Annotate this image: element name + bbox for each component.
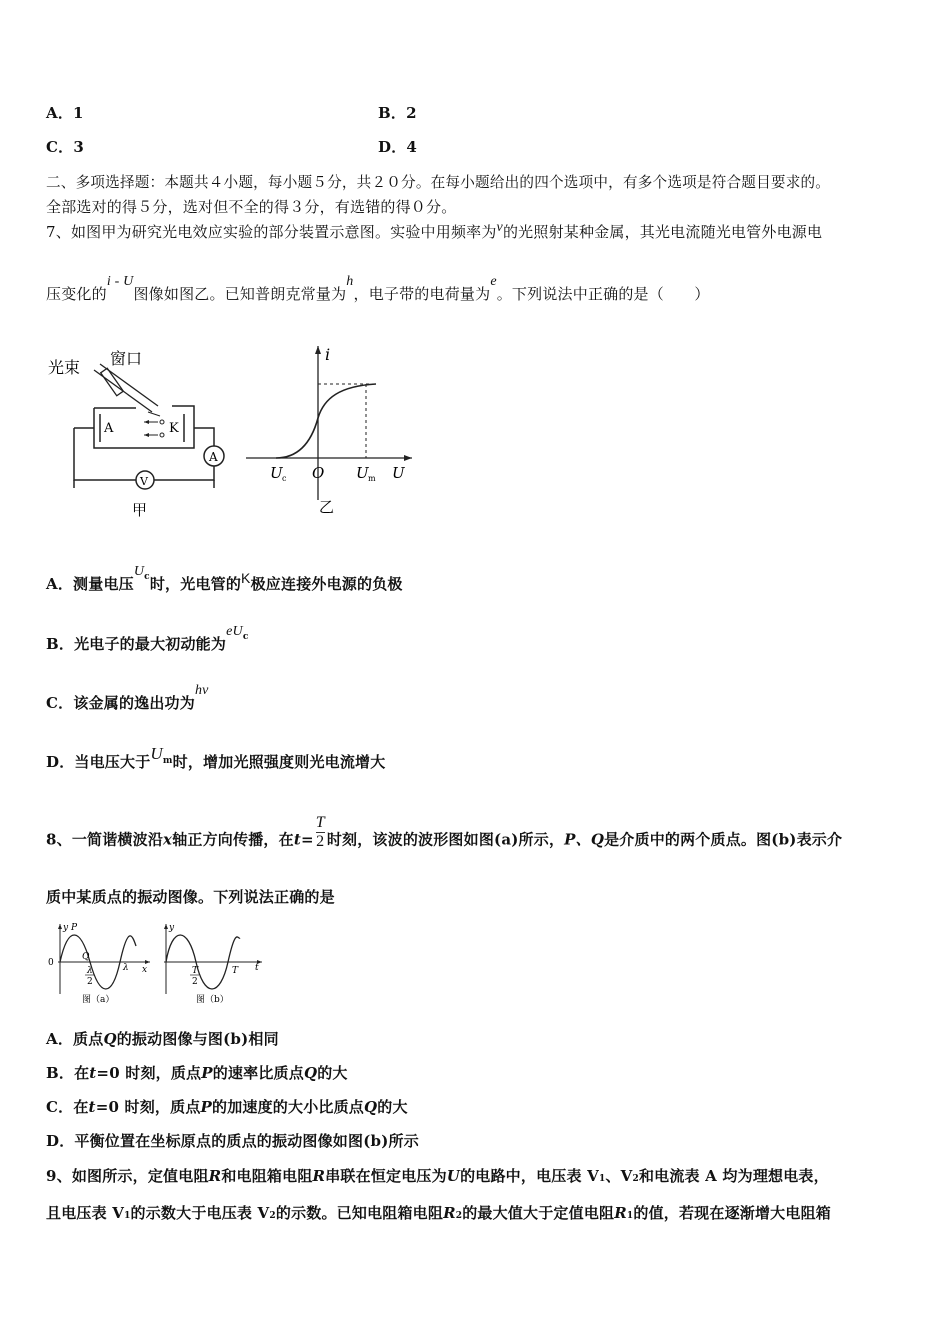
q7-stem-line2 — [46, 274, 710, 304]
q8-stem-1b: 轴正方向传播，在 — [172, 830, 294, 849]
prev-option-b: B．2 — [378, 104, 417, 122]
fig-a-y-label: y — [63, 923, 69, 933]
fig-a-lambda-half-den: 2 — [87, 977, 93, 987]
q9-l2-r1: R — [614, 1204, 627, 1222]
q7-a-k: K — [241, 570, 251, 586]
q8-stem-line1 — [46, 814, 843, 859]
fig-a-p-label: P — [71, 923, 78, 933]
q8-c-post: 的大 — [377, 1098, 408, 1116]
q8-option-b — [46, 1062, 348, 1083]
q7-option-d — [46, 744, 386, 772]
q7-option-b — [46, 624, 249, 654]
q7-figure-yi — [240, 340, 420, 520]
q8-b-t: t — [89, 1064, 97, 1082]
q7-stem-2b: 图像如图乙。已知普朗克常量为 — [133, 285, 347, 303]
q7-h: h — [346, 274, 354, 289]
q7-d-sym: U — [150, 744, 163, 763]
q8-t-eq: t= — [293, 830, 314, 849]
q7-a-post: 极应连接外电源的负极 — [250, 575, 403, 593]
q8-a-q: Q — [103, 1030, 117, 1048]
q7-a-mid: 时，光电管的 — [149, 575, 242, 593]
q8-a-post: 的振动图像与图(b)相同 — [116, 1030, 279, 1048]
q8-b-mid: =0 时刻，质点 — [96, 1064, 202, 1082]
fig-yi-origin-label: O — [312, 464, 325, 482]
q8-c-p: P — [200, 1098, 212, 1116]
q9-1e: 、V — [605, 1167, 633, 1185]
fig-b-t-axis-label: t — [255, 963, 259, 973]
q8-stem-1c: 时刻，该波的波形图如图(a)所示， — [326, 830, 565, 849]
q7-d-pre: D．当电压大于 — [46, 753, 151, 771]
fig-yi-i-axis-label: i — [325, 345, 331, 364]
q7-c-pre: C．该金属的逸出功为 — [46, 694, 195, 712]
fig-yi-um-label: U — [356, 464, 369, 482]
q8-c-pre: C．在 — [46, 1098, 89, 1116]
q7-stem-line1 — [46, 221, 822, 242]
section-heading-line2: 全部选对的得５分，选对但不全的得３分，有选错的得０分。 — [46, 198, 457, 216]
q8-figure-a — [46, 918, 154, 1008]
q7-c-sym: hν — [194, 683, 209, 698]
prev-option-c: C．3 — [46, 138, 84, 156]
q9-v2-sub: 2 — [632, 1174, 639, 1184]
q9-l2-r2-sub: 2 — [455, 1211, 463, 1221]
q8-b-q: Q — [303, 1064, 318, 1082]
prev-option-a: A．1 — [46, 104, 84, 122]
q8-pq: P、Q — [564, 830, 605, 849]
q8-b-p: P — [201, 1064, 213, 1082]
q8-c-mid2: 的加速度的大小比质点 — [212, 1098, 365, 1116]
q7-stem-1a: 7、如图甲为研究光电效应实验的部分装置示意图。实验中用频率为 — [46, 223, 497, 241]
fig-jia-voltmeter-label: V — [140, 475, 148, 488]
q8-x: x — [163, 830, 173, 849]
q8-frac — [316, 814, 325, 851]
fig-b-caption: 图（b） — [196, 995, 229, 1005]
q7-e: e — [490, 274, 497, 289]
fig-a-lambda-label: λ — [123, 963, 129, 973]
q9-1d: 的电路中，电压表 V — [460, 1167, 599, 1185]
q7-b-pre: B．光电子的最大初动能为 — [46, 635, 227, 653]
q8-a-pre: A．质点 — [46, 1030, 104, 1048]
fig-b-t-half-den: 2 — [192, 977, 198, 987]
q7-d-sub: m — [162, 756, 173, 766]
q8-stem-1a: 8、一简谐横波沿 — [46, 830, 164, 849]
fig-yi-u-axis-label: U — [392, 464, 405, 482]
q9-l2-v1-sub: 1 — [124, 1211, 131, 1221]
fig-jia-caption: 甲 — [132, 501, 148, 519]
fig-jia-chuangkou-label: 窗口 — [110, 349, 143, 368]
q7-b-sub: c — [242, 632, 249, 642]
fig-a-lambda-half-num: λ — [87, 966, 93, 976]
q9-1c: 串联在恒定电压为 — [325, 1167, 447, 1185]
q8-frac-den: 2 — [316, 833, 325, 850]
q9-1a: 9、如图所示，定值电阻 — [46, 1167, 209, 1185]
section-heading-line1: 二、多项选择题：本题共４小题，每小题５分，共２０分。在每小题给出的四个选项中，有多个选项是符合题目要求的。 — [46, 174, 831, 191]
q7-stem-2d: 。下列说法中正确的是（ ） — [496, 285, 710, 303]
q7-figure-jia — [44, 340, 234, 520]
q9-2e: 的值，若现在逐渐增大电阻箱 — [633, 1204, 831, 1222]
q7-a-pre: A．测量电压 — [46, 575, 134, 593]
q8-frac-num: T — [315, 814, 325, 831]
fig-jia-ammeter-label: A — [209, 450, 218, 464]
q7-stem-2c: ，电子带的电荷量为 — [353, 285, 491, 303]
fig-yi-uc-label: U — [270, 464, 283, 482]
fig-a-zero-label: 0 — [48, 958, 54, 968]
q9-1b: 和电阻箱电阻 — [221, 1167, 313, 1185]
q9-stem-line1 — [46, 1165, 829, 1186]
fig-a-x-label: x — [142, 965, 148, 975]
q8-c-t: t — [88, 1098, 96, 1116]
q9-v1-sub: 1 — [598, 1174, 606, 1184]
q8-option-c — [46, 1096, 408, 1117]
q9-l2-r2: R — [443, 1204, 456, 1222]
q8-c-mid: =0 时刻，质点 — [95, 1098, 201, 1116]
fig-b-y-label: y — [169, 923, 175, 933]
fig-b-t-full-label: T — [232, 966, 239, 976]
q9-2b: 的示数大于电压表 V — [130, 1204, 270, 1222]
q7-option-a — [46, 564, 403, 594]
q9-l2-r1-sub: 1 — [626, 1211, 634, 1221]
q8-option-a — [46, 1028, 279, 1049]
q9-1f: 和电流表 A 均为理想电表， — [638, 1167, 829, 1185]
q7-nu: ν — [496, 220, 503, 235]
q7-d-post: 时，增加光照强度则光电流增大 — [172, 753, 386, 771]
q7-a-sym: U — [133, 564, 145, 579]
fig-a-q-label: Q — [82, 952, 90, 962]
fig-b-t-half-num: T — [192, 966, 199, 976]
q9-r2: R — [312, 1167, 326, 1185]
q8-stem-line2: 质中某质点的振动图像。下列说法正确的是 — [46, 888, 335, 906]
fig-a-caption: 图（a） — [82, 995, 115, 1005]
q7-iu: i - U — [106, 274, 134, 289]
fig-jia-guangshu-label: 光束 — [48, 358, 81, 377]
q8-b-post: 的大 — [317, 1064, 348, 1082]
q7-option-c — [46, 683, 209, 713]
q8-b-mid2: 的速率比质点 — [212, 1064, 304, 1082]
q7-a-sub: c — [144, 572, 150, 582]
fig-yi-caption: 乙 — [319, 498, 335, 516]
fig-jia-cathode-label: K — [169, 421, 179, 436]
fig-jia-anode-label: A — [104, 421, 114, 436]
q9-r1: R — [208, 1167, 222, 1185]
q8-c-q: Q — [364, 1098, 378, 1116]
q7-stem-2a: 压变化的 — [46, 285, 107, 303]
fig-yi-uc-sub: c — [282, 474, 287, 483]
q9-2d: 的最大值大于定值电阻 — [462, 1204, 615, 1222]
q9-2a: 且电压表 V — [46, 1204, 125, 1222]
q8-figure-b — [158, 918, 268, 1008]
prev-option-d: D．4 — [378, 138, 418, 156]
q8-b-pre: B．在 — [46, 1064, 90, 1082]
q7-stem-1b: 的光照射某种金属，其光电流随光电管外电源电 — [502, 223, 823, 241]
q7-b-sym: eU — [226, 624, 243, 639]
q9-stem-line2 — [46, 1202, 831, 1223]
q8-option-d: D．平衡位置在坐标原点的质点的振动图像如图(b)所示 — [46, 1132, 419, 1150]
q8-stem-1d: 是介质中的两个质点。图(b)表示介 — [604, 830, 843, 849]
q9-l2-v2-sub: 2 — [269, 1211, 276, 1221]
q9-2c: 的示数。已知电阻箱电阻 — [275, 1204, 444, 1222]
q9-u: U — [446, 1167, 461, 1185]
fig-yi-um-sub: m — [368, 474, 376, 483]
